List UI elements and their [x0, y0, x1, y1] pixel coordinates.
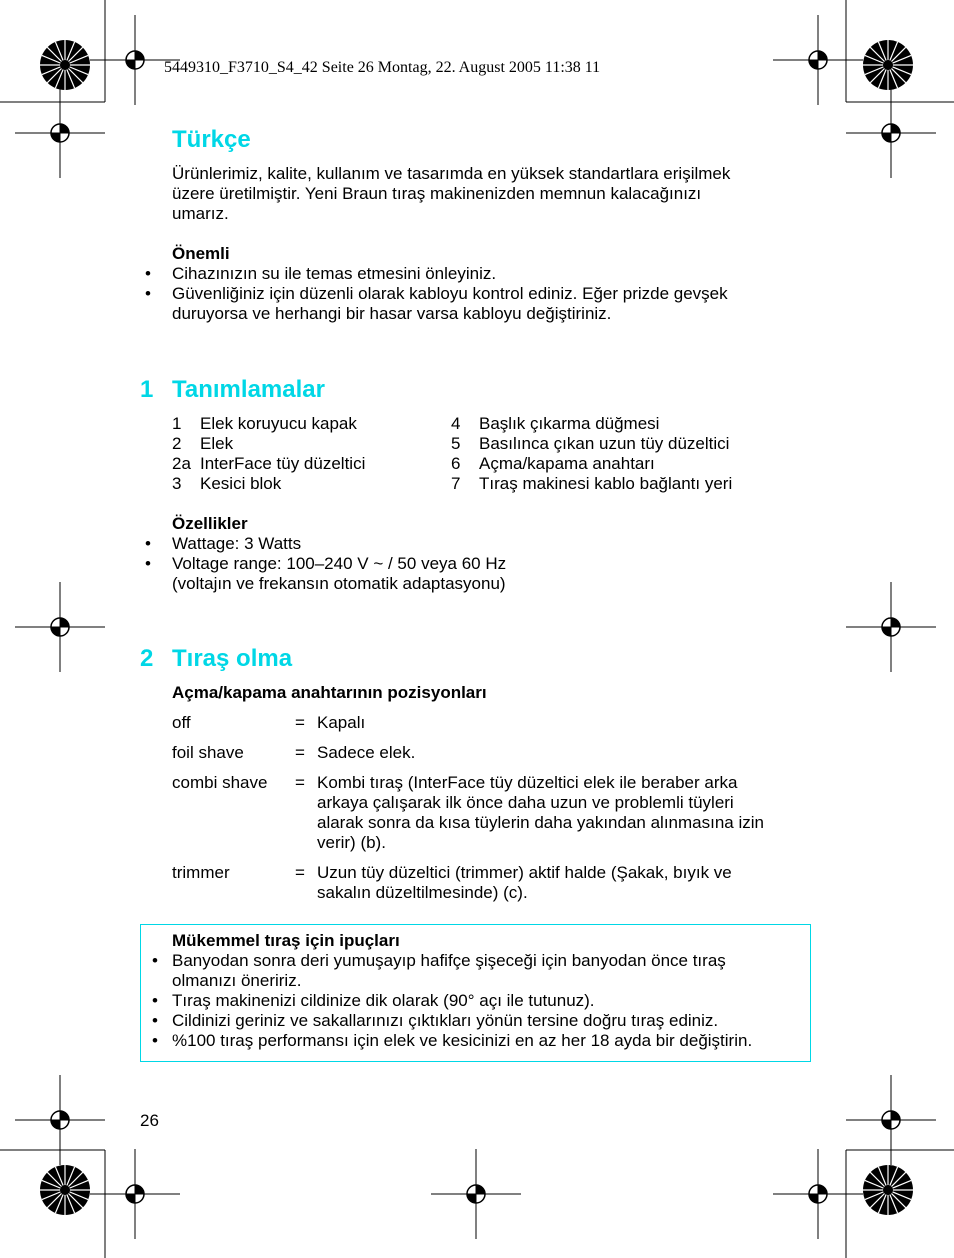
list-item-text: Voltage range: 100–240 V ~ / 50 veya 60 Hz: [172, 554, 507, 573]
part-number: 6: [451, 454, 461, 473]
equals-sign: =: [295, 863, 305, 882]
list-item-text: duruyorsa ve herhangi bir hasar varsa kabloyu değiştiriniz.: [172, 304, 612, 323]
position-desc: Kapalı: [317, 713, 366, 732]
equals-sign: =: [295, 743, 305, 762]
bullet: •: [145, 284, 151, 303]
part-number: 7: [451, 474, 461, 493]
position-key: combi shave: [172, 773, 268, 792]
part-number: 2a: [172, 454, 191, 473]
position-key: trimmer: [172, 863, 230, 882]
equals-sign: =: [295, 773, 305, 792]
intro-line: Ürünlerimiz, kalite, kullanım ve tasarımda en yüksek standartlara erişilmek: [172, 164, 731, 183]
bullet: •: [152, 1031, 158, 1050]
equals-sign: =: [295, 713, 305, 732]
part-label: InterFace tüy düzeltici: [200, 454, 366, 473]
part-number: 3: [172, 474, 182, 493]
section-title: Tıraş olma: [172, 645, 293, 672]
part-number: 1: [172, 414, 182, 433]
list-item-text: olmanızı öneririz.: [172, 971, 302, 990]
important-heading: Önemli: [172, 244, 230, 263]
position-desc: alarak sonra da kısa tüylerin daha yakından alınmasına izin: [317, 813, 764, 832]
part-label: Açma/kapama anahtarı: [479, 454, 655, 473]
part-label: Tıraş makinesi kablo bağlantı yeri: [479, 474, 733, 493]
list-item-text: Banyodan sonra deri yumuşayıp hafifçe şişeceği için banyodan önce tıraş: [172, 951, 726, 970]
bullet: •: [145, 534, 151, 553]
intro-line: üzere üretilmiştir. Yeni Braun tıraş makinenizden memnun kalacağınızı: [172, 184, 702, 203]
section-number: 1: [140, 376, 154, 403]
page-title: Türkçe: [172, 126, 251, 153]
print-header: 5449310_F3710_S4_42 Seite 26 Montag, 22. August 2005 11:38 11: [164, 59, 601, 76]
section-title: Tanımlamalar: [172, 376, 325, 403]
section-number: 2: [140, 645, 154, 672]
part-label: Kesici blok: [200, 474, 282, 493]
tips-heading: Mükemmel tıraş için ipuçları: [172, 931, 400, 950]
switch-positions-heading: Açma/kapama anahtarının pozisyonları: [172, 683, 487, 702]
position-desc: arkaya çalışarak ilk önce daha uzun ve problemli tüyleri: [317, 793, 734, 812]
part-label: Elek: [200, 434, 234, 453]
position-desc: sakalın düzeltilmesinde) (c).: [317, 883, 528, 902]
position-key: off: [172, 713, 191, 732]
intro-line: umarız.: [172, 204, 229, 223]
position-desc: verir) (b).: [317, 833, 386, 852]
part-number: 5: [451, 434, 461, 453]
bullet: •: [152, 951, 158, 970]
part-label: Basılınca çıkan uzun tüy düzeltici: [479, 434, 730, 453]
position-desc: Sadece elek.: [317, 743, 416, 762]
list-item-text: (voltajın ve frekansın otomatik adaptasyonu): [172, 574, 506, 593]
list-item-text: Tıraş makinenizi cildinize dik olarak (90° açı ile tutunuz).: [172, 991, 595, 1010]
features-heading: Özellikler: [172, 514, 248, 533]
position-key: foil shave: [172, 743, 244, 762]
list-item-text: Güvenliğiniz için düzenli olarak kabloyu kontrol ediniz. Eğer prizde gevşek: [172, 284, 728, 303]
position-desc: Kombi tıraş (InterFace tüy düzeltici elek ile beraber arka: [317, 773, 738, 792]
part-label: Elek koruyucu kapak: [200, 414, 357, 433]
list-item-text: Cildinizi geriniz ve sakallarınızı çıktıkları yönün tersine doğru tıraş ediniz.: [172, 1011, 719, 1030]
bullet: •: [152, 1011, 158, 1030]
list-item-text: Wattage: 3 Watts: [172, 534, 302, 553]
part-label: Başlık çıkarma düğmesi: [479, 414, 660, 433]
page-number: 26: [140, 1111, 159, 1130]
list-item-text: %100 tıraş performansı için elek ve kesicinizi en az her 18 ayda bir değiştirin.: [172, 1031, 753, 1050]
bullet: •: [145, 264, 151, 283]
bullet: •: [152, 991, 158, 1010]
part-number: 4: [451, 414, 461, 433]
part-number: 2: [172, 434, 182, 453]
bullet: •: [145, 554, 151, 573]
position-desc: Uzun tüy düzeltici (trimmer) aktif halde (Şakak, bıyık ve: [317, 863, 732, 882]
list-item-text: Cihazınızın su ile temas etmesini önleyiniz.: [172, 264, 497, 283]
